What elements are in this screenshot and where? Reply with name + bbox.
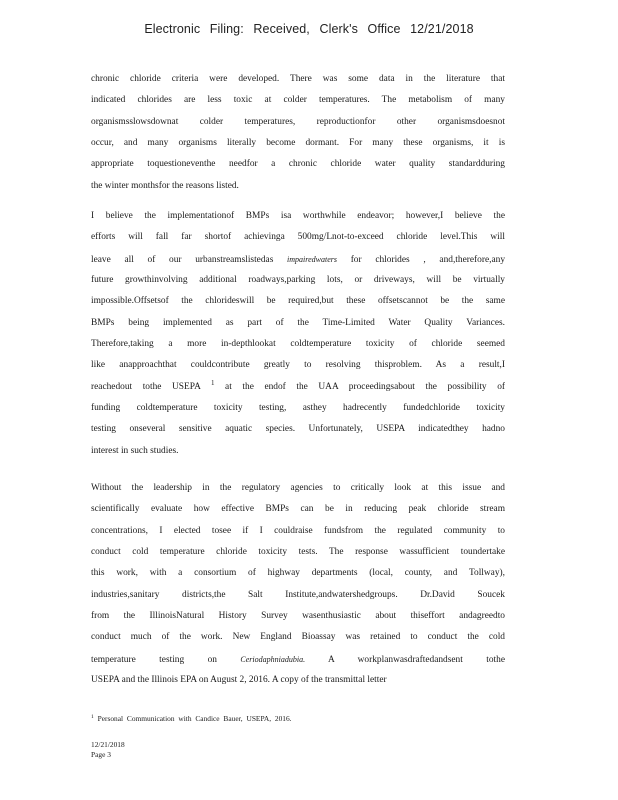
text-line: organismsslowsdownat colder temperatures, reproductionfor other organismsdoesnot: [91, 116, 505, 127]
text-line: this work, with a consortium of highway departments (local, county, and Tollway),: [91, 568, 505, 579]
paragraph-2: [91, 206, 505, 462]
text-line: concentrations, I elected tosee if I couldraise fundsfrom the regulated community to: [91, 525, 505, 536]
text-line: interest in such studies.: [91, 445, 179, 456]
text-line: conduct much of the work. New England Bioassay was retained to conduct the cold: [91, 632, 505, 643]
text-line: scientifically evaluate how effective BMPs can be in reducing peak chloride stream: [91, 504, 505, 515]
text-line: appropriate toquestioneventhe needfor a chronic chloride water quality standardduring: [91, 159, 505, 170]
line-segment: A workplanwasdraftedandsent tothe: [327, 654, 505, 665]
text-line: testing onseveral sensitive aquatic species. Unfortunately, USEPA indicatedthey hadno: [91, 424, 505, 435]
text-line: chronic chloride criteria were developed. There was some data in the literature that: [91, 74, 505, 84]
text-line: conduct cold temperature chloride toxicity tests. The response wassufficient toundertake: [91, 547, 505, 558]
paragraph-3: [91, 478, 505, 691]
italic-term: Ceriodaphniadubia.: [240, 654, 306, 664]
text-line: USEPA and the Illinois EPA on August 2, 2016. A copy of the transmittal letter: [91, 675, 387, 686]
line-segment: leave all of our urbanstreamslistedas: [91, 254, 274, 265]
text-line: occur, and many organisms literally become dormant. For many these organisms, it is: [91, 138, 505, 149]
footnote: [91, 714, 391, 723]
text-line: [91, 377, 505, 398]
line-segment: reachedout tothe USEPA: [91, 381, 201, 392]
text-line: funding coldtemperature toxicity testing, asthey hadrecently fundedchloride toxicity: [91, 403, 505, 414]
text-line: efforts will fall far shortof achievinga 500mg/Lnot-to-exceed chloride level.This will: [91, 232, 505, 243]
text-line: Therefore,taking a more in-depthlookat coldtemperature toxicity of chloride seemed: [91, 339, 505, 350]
text-line: the winter monthsfor the reasons listed.: [91, 180, 239, 191]
footnote-reference: 1: [210, 378, 215, 387]
text-line: from the IllinoisNatural History Survey wasenthusiastic about thiseffort andagreedto: [91, 611, 505, 622]
footer-page-number: Page 3: [91, 750, 111, 759]
line-segment: for chlorides , and,therefore,any: [350, 254, 506, 265]
text-line: impossible.Offsetsof the chlorideswill be required,but these offsetscannot be the same: [91, 296, 505, 307]
text-line: I believe the implementationof BMPs isa worthwhile endeavor; however,I believe the: [91, 211, 505, 221]
paragraph-1: [91, 69, 505, 197]
footnote-text: Personal Communication with Candice Bauer, USEPA, 2016.: [97, 714, 292, 723]
page-footer: [91, 740, 125, 760]
footnote-marker: 1: [91, 714, 94, 720]
line-segment: temperature testing on: [91, 654, 217, 665]
text-line: industries,sanitary districts,the Salt Institute,andwatershedgroups. Dr.David Soucek: [91, 589, 505, 600]
italic-term: impairedwaters: [287, 254, 337, 264]
footer-date: 12/21/2018: [91, 740, 125, 749]
filing-header: Electronic Filing: Received, Clerk's Office 12/21/2018: [144, 22, 474, 36]
text-line: Without the leadership in the regulatory agencies to critically look at this issue and: [91, 483, 505, 493]
text-line: [91, 649, 505, 670]
text-line: [91, 249, 505, 270]
text-line: future growthinvolving additional roadways,parking lots, or driveways, will be virtually: [91, 275, 505, 286]
line-segment: at the endof the UAA proceedingsabout the possibility of: [225, 381, 506, 392]
text-line: BMPs being implemented as part of the Time-Limited Water Quality Variances.: [91, 317, 505, 328]
text-line: indicated chlorides are less toxic at colder temperatures. The metabolism of many: [91, 95, 505, 106]
text-line: like anapproachthat couldcontribute greatly to resolving thisproblem. As a result,I: [91, 360, 505, 371]
